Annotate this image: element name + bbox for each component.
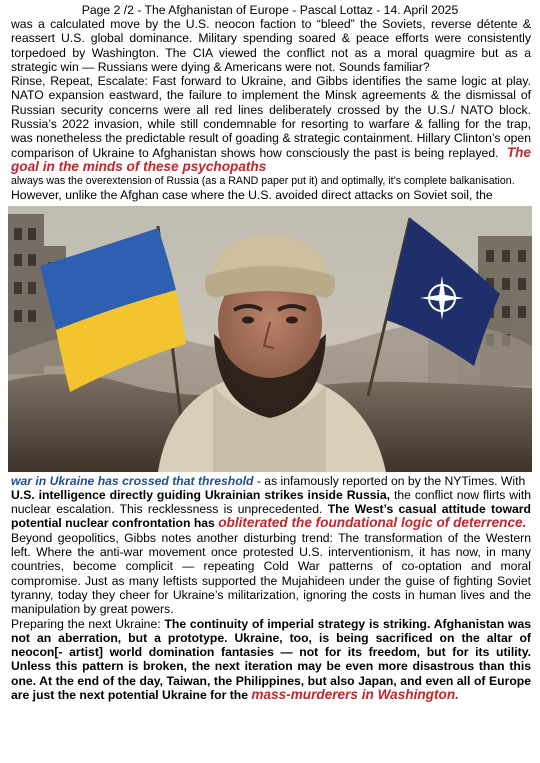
threshold-line — [11, 474, 531, 488]
psychopaths-highlight-text: The goal in the minds of these psychopaths — [11, 144, 531, 174]
illustration-image — [8, 206, 532, 472]
paragraph-western-left: Beyond geopolitics, Gibbs notes another disturbing trend: The transformation of the Western left. Where the anti-war movement once protested U.S. interventionism, it has now, in many countries, become complicit — repeating Cold War patterns of co-optation and moral compromise. Just as many leftists supported the Mujahideen under the guise of fighting Soviet tyranny, today they cheer for Ukraine’s militarization, ignoring the costs in human lives and the manipulation by great powers. — [11, 530, 531, 617]
nytimes-text: - as infamously reported on by the NYTimes. With — [253, 473, 526, 488]
next-ukraine-bold: The continuity of imperial strategy is striking. Afghanistan was not an aberration, but a prototype. Ukraine, too, is being sacrificed on the altar of neocon[- artist] world domination fantasies — not for its freedom, but for its utility. Unless this pattern is broken, the next iteration may be even more disastrous than this one. At the end of the day, Taiwan, the Philippines, but also Japan, and even all of Europe are just the next potential Ukraine for the — [11, 616, 532, 703]
deterrence-highlight-text: obliterated the foundational logic of deterrence. — [218, 515, 527, 531]
next-ukraine-lead: Preparing the next Ukraine: — [11, 616, 165, 631]
illustration-svg — [8, 206, 532, 472]
threshold-highlight: war in Ukraine has crossed that threshold — [11, 473, 254, 488]
bottom-text — [0, 472, 540, 703]
page-header: Page 2 /2 - The Afghanistan of Europe - Pascal Lottaz - 14. April 2025 — [81, 3, 459, 17]
paragraph-rinse-repeat-text: Rinse, Repeat, Escalate: Fast forward to Ukraine, and Gibbs identifies the same logic at play. NATO expansion eastward, the failure to implement the Minsk agreements & the dismissal of Russian security concerns were all red lines deliberately crossed by the U.S./ NATO block. Russia’s 2022 invasion, while still condemnable for resorting to warfare & falling for the trap, was nonetheless the predictable result of goading & strategic containment. Hillary Clinton’s open comparison of Ukraine to Afghanistan shows how consciously the past is being replayed. — [11, 74, 531, 160]
deterrence-bold: The West’s casual attitude toward potential nuclear confrontation has — [11, 502, 531, 531]
escalation-text: the conflict now flirts with nuclear escalation. This recklessness is unprecedented. — [11, 487, 531, 517]
balkanisation-line: always was the overextension of Russia (as a RAND paper put it) and optimally, it’s complete balkanisation. — [11, 175, 515, 188]
deterrence-highlight — [218, 515, 526, 530]
top-text — [0, 17, 540, 203]
mass-murderers-text: mass-murderers in Washington. — [251, 687, 459, 703]
afghan-case-line: However, unlike the Afghan case where the U.S. avoided direct attacks on Soviet soil, the — [11, 188, 493, 203]
mass-murderers-highlight — [251, 687, 458, 702]
paragraph-next-ukraine — [11, 617, 531, 703]
paragraph-bleed-soviets: was a calculated move by the U.S. neocon faction to “bleed” the Soviets, reverse détente & reassert U.S. global dominance. Military spending soared & peace efforts were consistently torpedoed by Washington. The CIA viewed the conflict not as a moral quagmire but as a strategic win — Russians were dying & Americans were not. Sounds familiar? — [11, 17, 531, 74]
paragraph-rinse-repeat — [11, 74, 531, 174]
intelligence-bold: U.S. intelligence directly guiding Ukrainian strikes inside Russia, — [11, 487, 391, 502]
paragraph-escalation — [11, 488, 531, 531]
